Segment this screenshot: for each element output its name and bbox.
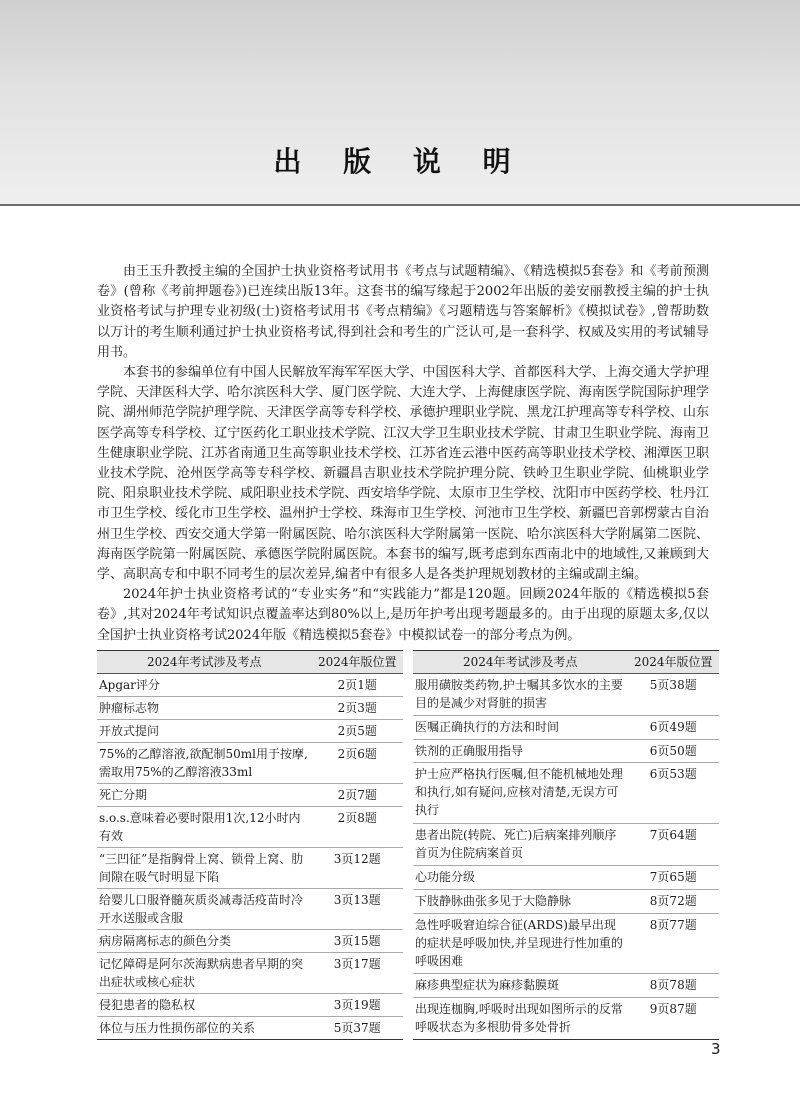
table-row: [97, 994, 403, 1017]
table-row: [413, 997, 719, 1039]
table-row: [413, 674, 719, 716]
topic-cell: 患者出院(转院、死亡)后病案排列顺序首页为住院病案首页: [413, 824, 628, 866]
topic-cell: 75%的乙醇溶液,欲配制50ml用于按摩,需取用75%的乙醇溶液33ml: [97, 743, 311, 784]
table-row: [97, 889, 403, 930]
position-cell: 3页12题: [311, 848, 403, 889]
topic-cell: 护士应严格执行医嘱,但不能机械地处理和执行,如有疑问,应核对清楚,无误方可执行: [413, 763, 628, 824]
topic-cell: 开放式提问: [97, 720, 311, 743]
table-body-right: [413, 674, 719, 1040]
table-row: [413, 889, 719, 913]
page-number: 3: [711, 1040, 721, 1058]
topic-cell: 心功能分级: [413, 866, 628, 890]
table-row: [97, 743, 403, 784]
topic-cell: 体位与压力性损伤部位的关系: [99, 1021, 256, 1035]
header-divider: [0, 204, 800, 206]
paragraph-1: 由王玉升教授主编的全国护士执业资格考试用书《考点与试题精编》、《精选模拟5套卷》和《考前预测卷》(曾称《考前押题卷》)已连续出版13年。这套书的编写缘起于2002年出版的姜安丽教授主编的护士执业资格考试与护理专业初级(士)资格考试用书《考点精编》《习题精选与答案解析》《模拟试卷》,曾帮助数以万计的考生顺利通过护士执业资格考试,得到社会和考生的广泛认可,是一套科学、权威及实用的考试辅导用书。: [97, 264, 709, 360]
position-cell: 7页64题: [628, 824, 720, 866]
position-cell: 2页6题: [311, 743, 403, 784]
topic-cell: 铁剂的正确服用指导: [413, 739, 628, 763]
table-row: [413, 824, 719, 866]
table-header-row: [97, 651, 403, 674]
table-row: [97, 784, 403, 807]
table-row: [413, 913, 719, 974]
exam-points-table-left: [97, 650, 403, 1040]
table-row: [413, 763, 719, 824]
position-cell: 5页37题: [333, 1021, 381, 1035]
topic-cell: 下肢静脉曲张多见于大隐静脉: [413, 889, 628, 913]
position-cell: 2页7题: [311, 784, 403, 807]
topic-cell: Apgar评分: [97, 674, 311, 697]
position-cell: 6页53题: [628, 763, 720, 824]
position-cell: 3页15题: [311, 930, 403, 953]
paragraph-3: 2024年护士执业资格考试的“专业实务”和“实践能力”都是120题。回顾2024年版的《精选模拟5套卷》,其对2024年考试知识点覆盖率达到80%以上,是历年护考出现考题最多的。由于出现的原题太多,仅以全国护士执业资格考试2024年版《精选模拟5套卷》中模拟试卷一的部分考点为例。: [97, 587, 709, 643]
column-header-position: 2024年版位置: [628, 651, 720, 674]
position-cell: 2页5题: [311, 720, 403, 743]
position-cell: 7页65题: [628, 866, 720, 890]
table-row: [97, 720, 403, 743]
table-row: [97, 674, 403, 697]
column-header-topic: 2024年考试涉及考点: [413, 651, 628, 674]
topic-cell: 给婴儿口服脊髓灰质炎减毒活疫苗时冷开水送服或含服: [97, 889, 311, 930]
topic-cell: 记忆障碍是阿尔茨海默病患者早期的突出症状或核心症状: [97, 953, 311, 994]
position-cell: 2页1题: [311, 674, 403, 697]
body-text: [97, 262, 709, 646]
position-cell: 6页49题: [628, 716, 720, 740]
topic-cell: 医嘱正确执行的方法和时间: [413, 716, 628, 740]
table-row: [97, 1017, 403, 1040]
topic-cell: s.o.s.意味着必要时限用1次,12小时内有效: [97, 807, 311, 848]
table-row: [97, 697, 403, 720]
table-row: [97, 848, 403, 889]
position-cell: 9页87题: [649, 1001, 697, 1016]
table-row: [413, 716, 719, 740]
topic-cell: 死亡分期: [97, 784, 311, 807]
column-header-position: 2024年版位置: [311, 651, 403, 674]
table-row: [413, 739, 719, 763]
table-body-left: [97, 674, 403, 1040]
page-title: 出 版 说 明: [273, 145, 527, 178]
position-cell: 3页17题: [311, 953, 403, 994]
topic-cell: 急性呼吸窘迫综合征(ARDS)最早出现的症状是呼吸加快,并呈现进行性加重的呼吸困难: [413, 913, 628, 974]
table-row: [97, 930, 403, 953]
topic-cell: “三凹征”是指胸骨上窝、锁骨上窝、肋间隙在吸气时明显下陷: [97, 848, 311, 889]
table-row: [413, 974, 719, 998]
position-cell: 2页8题: [311, 807, 403, 848]
topic-cell: 病房隔离标志的颜色分类: [97, 930, 311, 953]
position-cell: 6页50题: [628, 739, 720, 763]
position-cell: 2页3题: [311, 697, 403, 720]
topic-cell: 服用磺胺类药物,护士嘱其多饮水的主要目的是减少对肾脏的损害: [413, 674, 628, 716]
position-cell: 5页38题: [628, 674, 720, 716]
position-cell: 8页78题: [628, 974, 720, 998]
exam-points-table-right: [413, 650, 719, 1040]
column-header-topic: 2024年考试涉及考点: [97, 651, 311, 674]
position-cell: 8页72题: [628, 889, 720, 913]
topic-cell: 麻疹典型症状为麻疹黏膜斑: [413, 974, 628, 998]
position-cell: 8页77题: [628, 913, 720, 974]
table-row: [413, 866, 719, 890]
position-cell: 3页13题: [311, 889, 403, 930]
topic-cell: 出现连枷胸,呼吸时出现如图所示的反常呼吸状态为多根肋骨多处骨折: [415, 1001, 623, 1034]
table-header-row: [413, 651, 719, 674]
table-row: [97, 807, 403, 848]
exam-points-tables: [97, 650, 719, 1040]
position-cell: 3页19题: [311, 994, 403, 1017]
table-row: [97, 953, 403, 994]
topic-cell: 侵犯患者的隐私权: [97, 994, 311, 1017]
paragraph-2: 本套书的参编单位有中国人民解放军海军军医大学、中国医科大学、首都医科大学、上海交通大学护理学院、天津医科大学、哈尔滨医科大学、厦门医学院、大连大学、上海健康医学院、海南医学院国际护理学院、湖州师范学院护理学院、天津医学高等专科学校、承德护理职业学院、黑龙江护理高等专科学校、山东医学高等专科学校、辽宁医药化工职业技术学院、江汉大学卫生职业技术学院、甘肃卫生职业学院、海南卫生健康职业学院、江苏省南通卫生高等职业技术学校、江苏省连云港中医药高等职业技术学校、湘潭医卫职业技术学院、沧州医学高等专科学校、新疆昌吉职业技术学院护理分院、铁岭卫生职业学院、仙桃职业学院、阳泉职业技术学院、咸阳职业技术学院、西安培华学院、太原市卫生学校、沈阳市中医药学校、牡丹江市卫生学校、绥化市卫生学校、温州护士学校、珠海市卫生学校、河池市卫生学校、新疆巴音郭楞蒙古自治州卫生学校、西安交通大学第一附属医院、哈尔滨医科大学附属第一医院、哈尔滨医科大学附属第二医院、海南医学院第一附属医院、承德医学院附属医院。本套书的编写,既考虑到东西南北中的地域性,又兼顾到大学、高职高专和中职不同考生的层次差异,编者中有很多人是各类护理规划教材的主编或副主编。: [97, 365, 709, 583]
topic-cell: 肿瘤标志物: [97, 697, 311, 720]
